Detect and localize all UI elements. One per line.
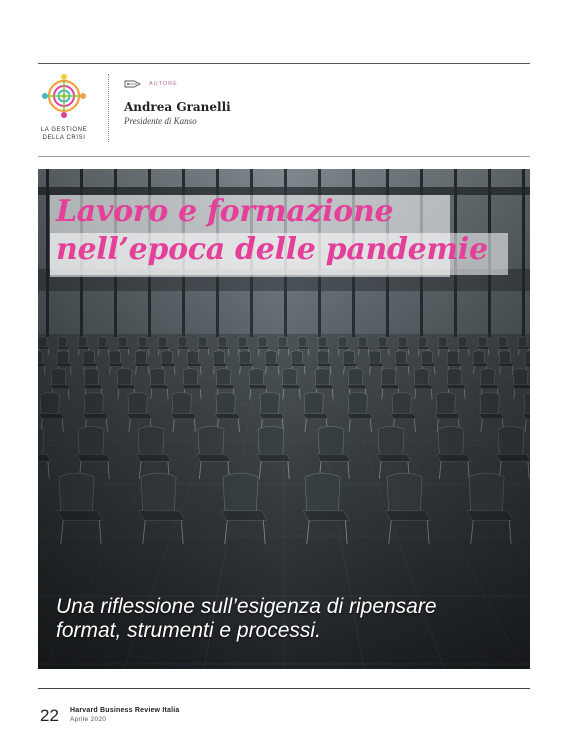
author-tag-label: AUTORE xyxy=(149,81,178,87)
author-name: Andrea Granelli xyxy=(124,100,231,114)
article-subtitle xyxy=(56,595,516,643)
top-rule xyxy=(38,63,530,64)
author-tag xyxy=(124,80,231,88)
article-title-line2: nell’epoca delle pandemie xyxy=(56,232,488,267)
author-block xyxy=(124,80,231,126)
section-logo xyxy=(38,72,90,142)
article-title xyxy=(56,193,488,269)
crisis-logo-icon xyxy=(40,72,88,120)
author-role: Presidente di Kanso xyxy=(124,116,197,126)
article-subtitle-line2: format, strumenti e processi. xyxy=(56,619,321,642)
pen-nib-icon xyxy=(124,80,142,88)
header-bottom-rule xyxy=(38,156,530,157)
footer-rule xyxy=(38,688,530,689)
page-number: 22 xyxy=(40,706,59,725)
section-label xyxy=(38,126,90,142)
article-subtitle-line1: Una riflessione sull’esigenza di ripensare xyxy=(56,595,437,618)
vertical-divider xyxy=(108,74,109,142)
issue-date: Aprile 2020 xyxy=(70,716,107,723)
section-label-line1: LA GESTIONE xyxy=(40,127,88,133)
section-label-line2: DELLA CRISI xyxy=(42,135,86,141)
footer-info xyxy=(70,707,180,723)
article-title-line1: Lavoro e formazione xyxy=(56,194,394,229)
journal-name: Harvard Business Review Italia xyxy=(70,707,180,714)
hero-image xyxy=(38,169,530,669)
